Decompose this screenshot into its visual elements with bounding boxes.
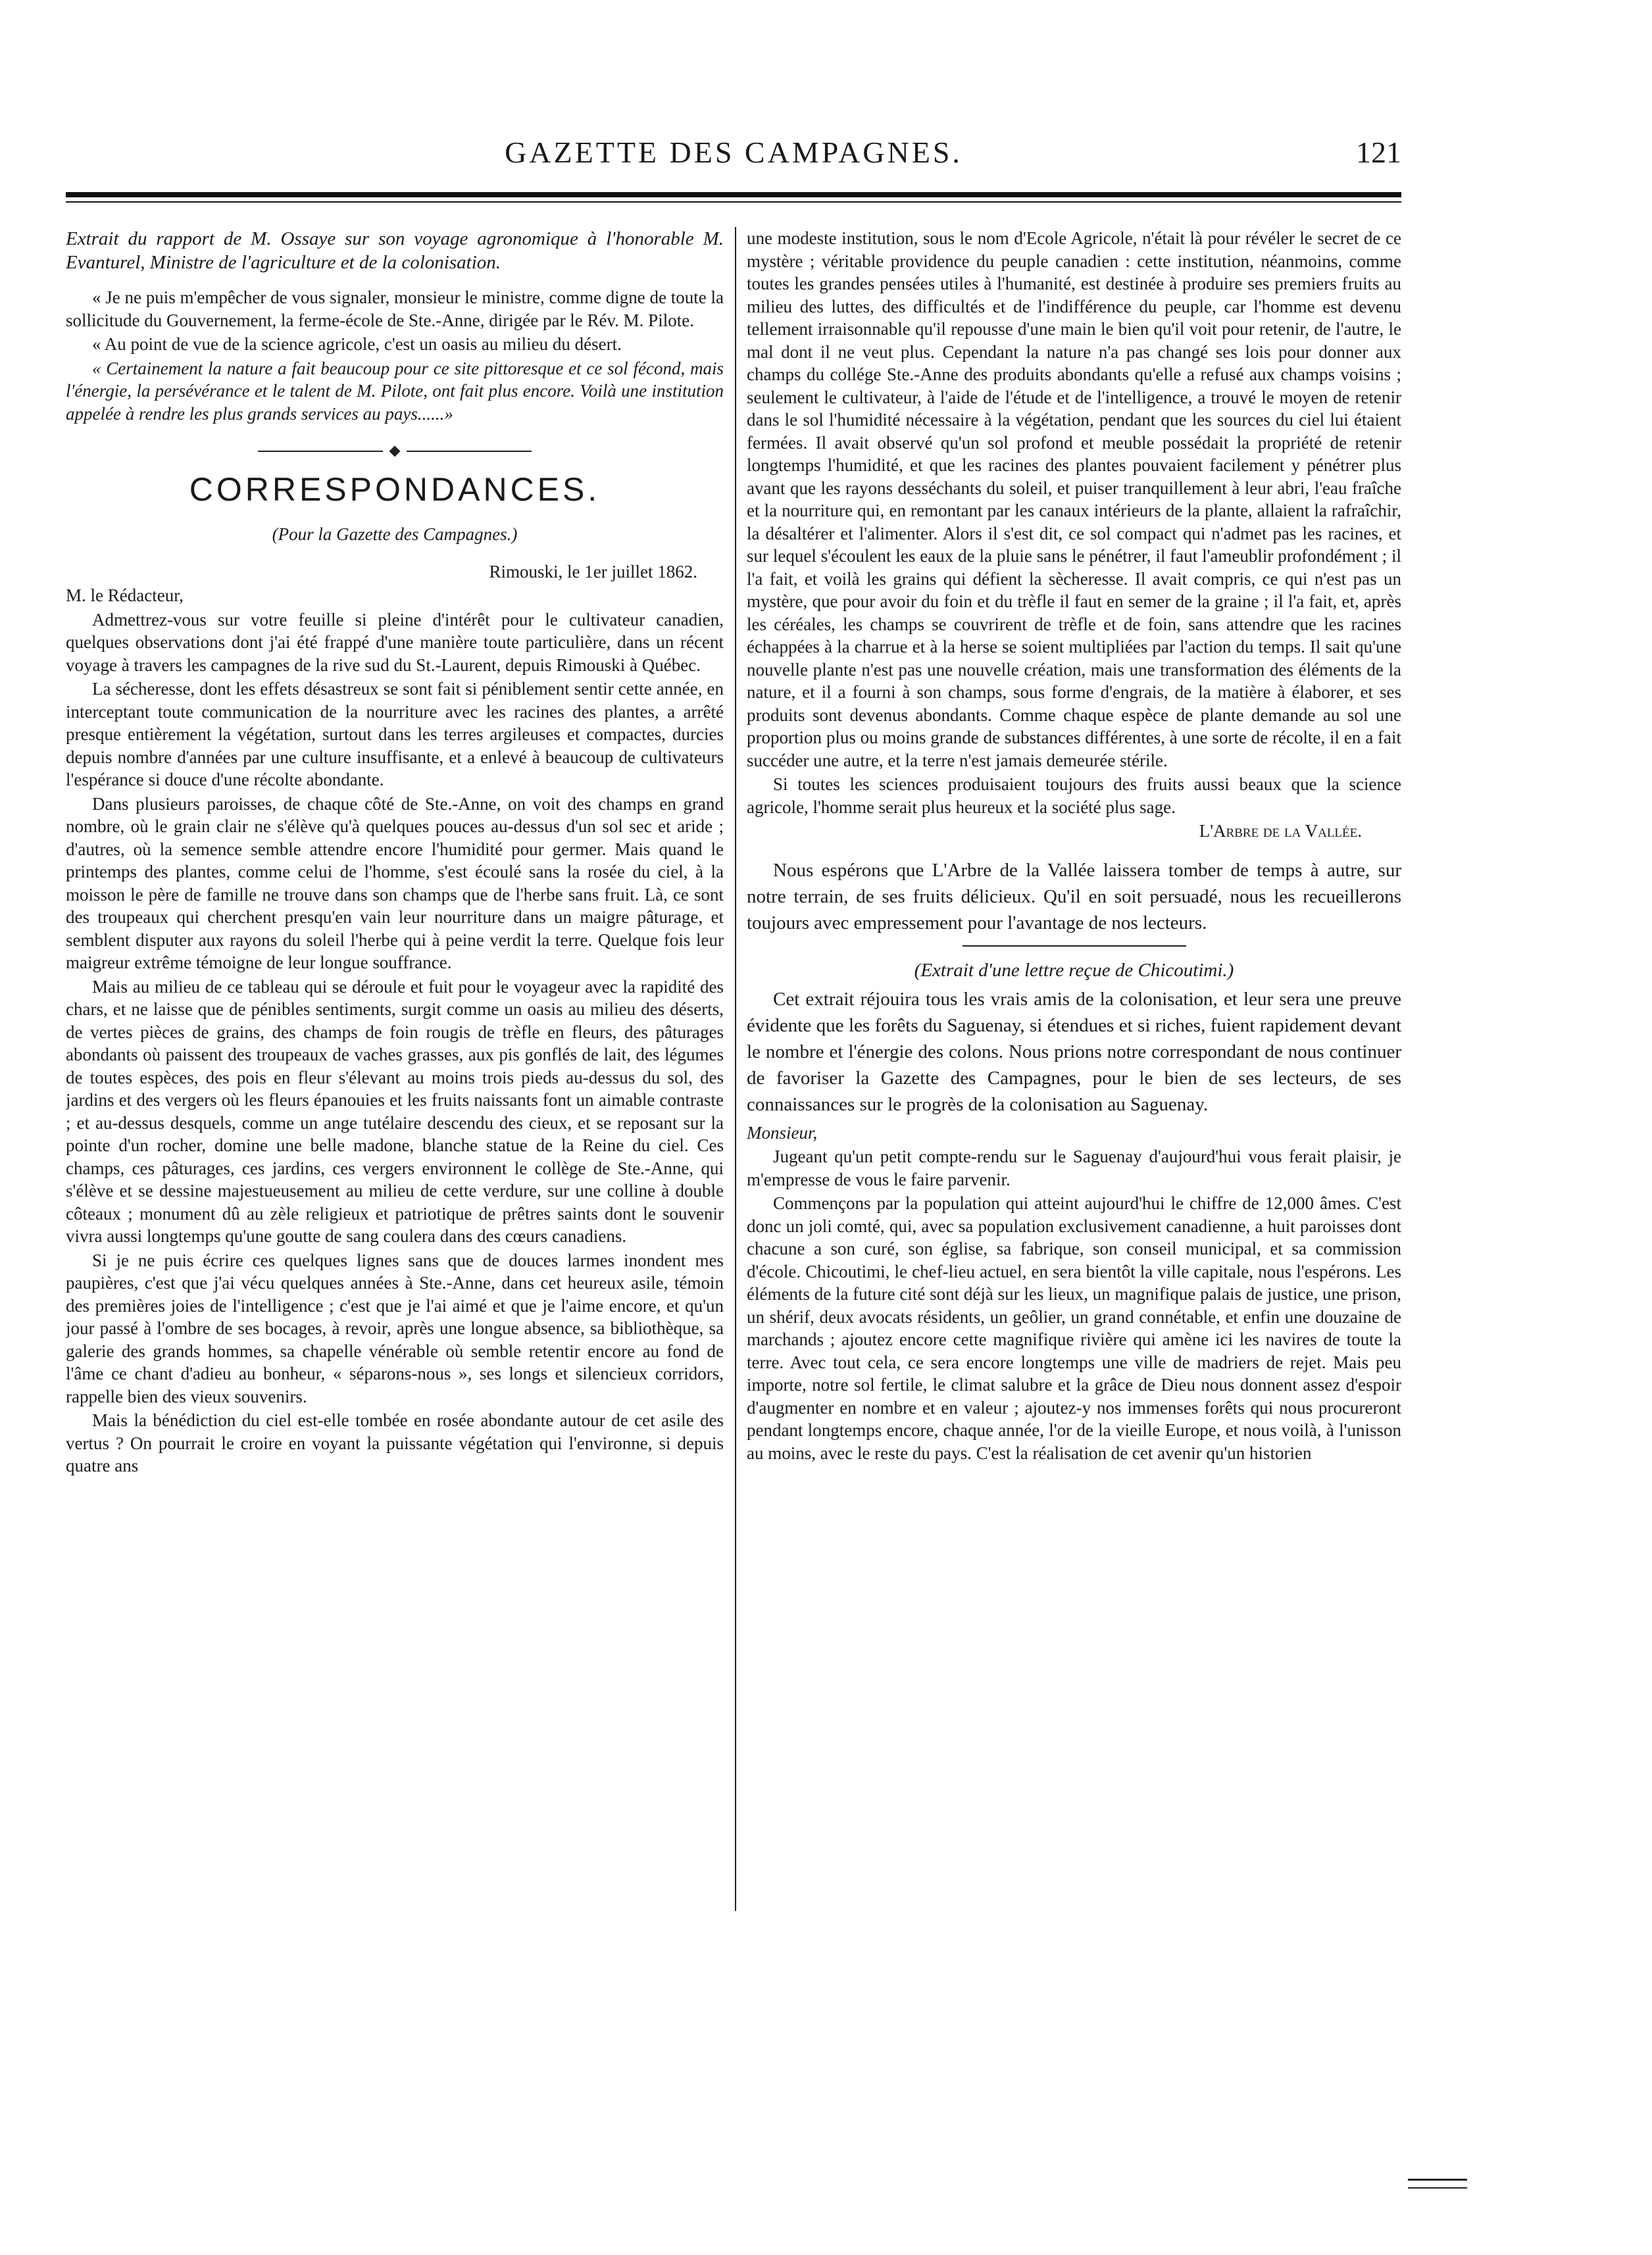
- signature: L'Arbre de la Vallée.: [1199, 821, 1362, 841]
- editor-note: Nous espérons que L'Arbre de la Vallée laissera tomber de temps à autre, sur notre terrain, de ses fruits délicieux. Qu'il en soit persuadé, nous les recueillerons toujours avec empressement pour l'avantage de nos lecteurs.: [747, 859, 1401, 933]
- left-column: [66, 227, 724, 1911]
- quote-paragraph-1: « Je ne puis m'empêcher de vous signaler, monsieur le ministre, comme digne de toute la sollicitude du Gouvernement, la ferme-école de Ste.-Anne, dirigée par le Rév. M. Pilote.: [66, 287, 724, 330]
- footer-rule-thin: [1408, 2187, 1467, 2189]
- body-paragraph: La sécheresse, dont les effets désastreux se sont fait si péniblement sentir cette année, en interceptant toute communication de la nourriture avec les racines des plantes, a arrêté presque entièrement la végétation, surtout dans les terres argileuses et compactes, durcies depuis nombre d'années par une culture insuffisante, et a enlevé à beaucoup de cultivateurs l'espérance si douce d'une récolte abondante.: [66, 679, 724, 789]
- dateline: Rimouski, le 1er juillet 1862.: [489, 561, 697, 582]
- body-paragraph: Jugeant qu'un petit compte-rendu sur le Saguenay d'aujourd'hui vous ferait plaisir, je m'empresse de vous le faire parvenir.: [747, 1147, 1401, 1189]
- quote-paragraph-3: « Certainement la nature a fait beaucoup pour ce site pittoresque et ce sol fécond, mais l'énergie, la persévérance et le talent de M. Pilote, ont fait plus encore. Voilà une institution appelée à rendre les plus grands services au pays......»: [66, 358, 724, 424]
- quote-paragraph-2: « Au point de vue de la science agricole, c'est un oasis au milieu du désert.: [92, 334, 622, 354]
- header-rule-thin: [66, 201, 1401, 203]
- right-column: [747, 227, 1401, 1911]
- body-paragraph: Mais au milieu de ce tableau qui se déroule et fuit pour le voyageur avec la rapidité des chars, et ne laisse que de pénibles sentiments, surgit comme un oasis au milieu des déserts, de vertes pièces de grains, des champs de foin rougis de trèfle en fleurs, des pâturages abondants où paissent des troupeaux de vaches grasses, aux pis gonflés de lait, des légumes de toutes espèces, des pois en fleur s'élevant au moins trois pieds au-dessus du sol, des jardins et des vergers où les fleurs épanouies et les fruits naissants font un aimable contraste ; et au-dessus desquels, comme un ange tutélaire descendu des cieux, et se reposant sur la pointe d'un rocher, domine une belle madone, blanche statue de la Reine du ciel. Ces champs, ces pâturages, ces jardins, ces vergers environnent le collège de Ste.-Anne, qui s'élève et se dessine majestueusement au milieu de cette verdure, sur une colline à double côteaux ; monument dû au zèle religieux et patriotique de prêtres saints dont le souvenir vivra aussi longtemps qu'une goutte de sang coulera dans des cœurs canadiens.: [66, 976, 724, 1246]
- body-paragraph: une modeste institution, sous le nom d'Ecole Agricole, n'était là pour révéler le secret de ce mystère ; véritable providence du peuple canadien : cette institution, néanmoins, comme toutes les grandes pensées utiles à l'humanité, est destinée à produire ses premiers fruits au milieu des luttes, des difficultés et de l'indifférence du peuple, car l'homme est devenu tellement irraisonnable qu'il repousse d'une main le bien qu'il voit pour retenir, de l'autre, le mal dont il ne veut plus. Cependant la nature n'a pas changé ses lois pour donner aux champs du collége Ste.-Anne des produits abondants qu'elle a refusé aux champs voisins ; seulement le cultivateur, à l'aide de l'étude et de l'intelligence, a trouvé le moyen de retenir dans le sol l'humidité nécessaire à la végétation, pendant que les sources du ciel lui étaient fermées. Il avait observé qu'un sol profond et meuble possédait la propriété de retenir longtemps l'humidité, et que les racines des plantes pouvaient facilement y pénétrer plus avant que les rayons desséchants du soleil, et puiser tranquillement à leur abri, l'eau fraîche et la nourriture qui, en remontant par les canaux intérieurs de la plante, allaient la rafraîchir, la désaltérer et l'alimenter. Alors il s'est dit, ce sol compact qui n'admet pas les racines, et sur lequel s'écoulent les eaux de la pluie sans le pénétrer, il faut l'ameublir profondément ; il l'a fait, et voilà les grains qui défient la sècheresse. Il avait compris, ce qui n'est pas un mystère, que pour avoir du foin et du trèfle il faut en semer de la graine ; il l'a fait, et, après les céréales, les champs se couvrirent de trèfle et de foin, sans attendre que les racines échappées à la charrue et à la herse se soient multipliées par l'action du temps. Il sait qu'une nouvelle plante n'est pas une nouvelle création, mais une transformation des éléments de la nature, et il a fourni à son champs, sous forme d'engrais, de la matière à élaborer, et ses produits sont devenus abondants. Comme chaque espèce de plante demande au sol une proportion plus ou moins grande de substances différentes, à une sorte de récolte, il en a fait succéder une autre, et la terre n'est jamais demeurée stérile.: [747, 228, 1401, 770]
- page-header: [66, 135, 1401, 181]
- journal-title: GAZETTE DES CAMPAGNES.: [505, 136, 963, 169]
- body-paragraph: Commençons par la population qui atteint aujourd'hui le chiffre de 12,000 âmes. C'est donc un joli comté, qui, avec sa population exclusivement canadienne, a huit paroisses dont chacune a son curé, son église, sa fabrique, son conseil municipal, et sa commission d'école. Chicoutimi, le chef-lieu actuel, en sera bientôt la ville capitale, nous l'espérons. Les éléments de la future cité sont déjà sur les lieux, un magnifique palais de justice, une prison, un shérif, deux avocats résidents, un geôlier, un grand connétable, et enfin une douzaine de marchands ; ajoutez encore cette magnifique rivière qui amène ici les navires de toute la terre. Avec tout cela, ce sera encore longtemps une ville de madriers de rejet. Mais peu importe, notre sol fertile, le climat salubre et la grâce de Dieu nous donnent assez d'espoir d'augmenter en nombre et en valeur ; ajoutez-y nos immenses forêts qui nous procureront pendant longtemps encore, chaque année, l'or de la vieille Europe, et nous voilà, à l'unisson au moins, avec le reste du pays. C'est la réalisation de cet avenir qu'un historien: [747, 1193, 1401, 1463]
- footer-rule: [1408, 2179, 1467, 2181]
- body-paragraph: Mais la bénédiction du ciel est-elle tombée en rosée abondante autour de cet asile des vertus ? On pourrait le croire en voyant la puissante végétation qui l'environne, si depuis quatre ans: [66, 1410, 724, 1475]
- extrait-intro: Cet extrait réjouira tous les vrais amis de la colonisation, et leur sera une preuve évidente que les forêts du Saguenay, si étendues et si riches, fuient rapidement devant le nombre et l'énergie des colons. Nous prions notre correspondant de nous continuer de favoriser la Gazette des Campagnes, pour le bien de ses lecteurs, de ses connaissances sur le progrès de la colonisation au Saguenay.: [747, 988, 1401, 1115]
- short-divider: [963, 945, 1186, 947]
- body-paragraph: Si toutes les sciences produisaient toujours des fruits aussi beaux que la science agricole, l'homme serait plus heureux et la société plus sage.: [747, 774, 1401, 817]
- salutation: M. le Rédacteur,: [66, 585, 184, 605]
- column-separator: [735, 227, 736, 1911]
- extrait-title: Extrait du rapport de M. Ossaye sur son voyage agronomique à l'honorable M. Evanturel, Ministre de l'agriculture et de la colonisation.: [66, 228, 724, 273]
- body-paragraph: Admettrez-vous sur votre feuille si pleine d'intérêt pour le cultivateur canadien, quelques observations dont j'ai été frappé d'une manière toute particulière, dans un récent voyage à travers les campagnes de la rive sud du St.-Laurent, depuis Rimouski à Québec.: [66, 609, 724, 675]
- section-title: CORRESPONDANCES.: [189, 470, 601, 508]
- body-paragraph: Si je ne puis écrire ces quelques lignes sans que de douces larmes inondent mes paupières, c'est que j'ai vécu quelques années à Ste.-Anne, dans cet heureux asile, témoin des premières joies de l'intelligence ; c'est que je l'ai aimé et que je l'aime encore, et qu'un jour passé à l'ombre de ses bocages, à revoir, après une longue absence, sa bibliothèque, sa galerie des grands hommes, sa chapelle vénérable où semble retentir encore au fond de l'âme ce chant d'adieu au bonheur, « séparons-nous », ses longs et silencieux corridors, rappelle bien des vieux souvenirs.: [66, 1250, 724, 1406]
- page-number: 121: [1356, 136, 1401, 169]
- body-paragraph: Dans plusieurs paroisses, de chaque côté de Ste.-Anne, on voit des champs en grand nombre, où le grain clair ne s'élève qu'à quelques pouces au-dessus d'un sol sec et aride ; d'autres, où la semence semble attendre encore l'humidité pour germer. Mais quand le printemps des plantes, comme celui de l'homme, s'est écoulé sans la rosée du ciel, à la moisson le père de famille ne trouve dans son champs que de l'herbe sans fruit. Là, ce sont des troupeaux qui cherchent presqu'en vain leur nourriture dans un maigre pâturage, et semblent disputer aux rayons du soleil l'herbe qui à peine verdit la terre. Quelque fois leur maigreur extrême témoigne de leur longue souffrance.: [66, 793, 724, 972]
- header-rule-thick: [66, 192, 1401, 197]
- extrait-title-2: (Extrait d'une lettre reçue de Chicoutimi.): [914, 959, 1234, 981]
- ornament-divider: [66, 438, 724, 461]
- section-subtitle: (Pour la Gazette des Campagnes.): [272, 524, 518, 544]
- salutation-2: Monsieur,: [747, 1122, 818, 1143]
